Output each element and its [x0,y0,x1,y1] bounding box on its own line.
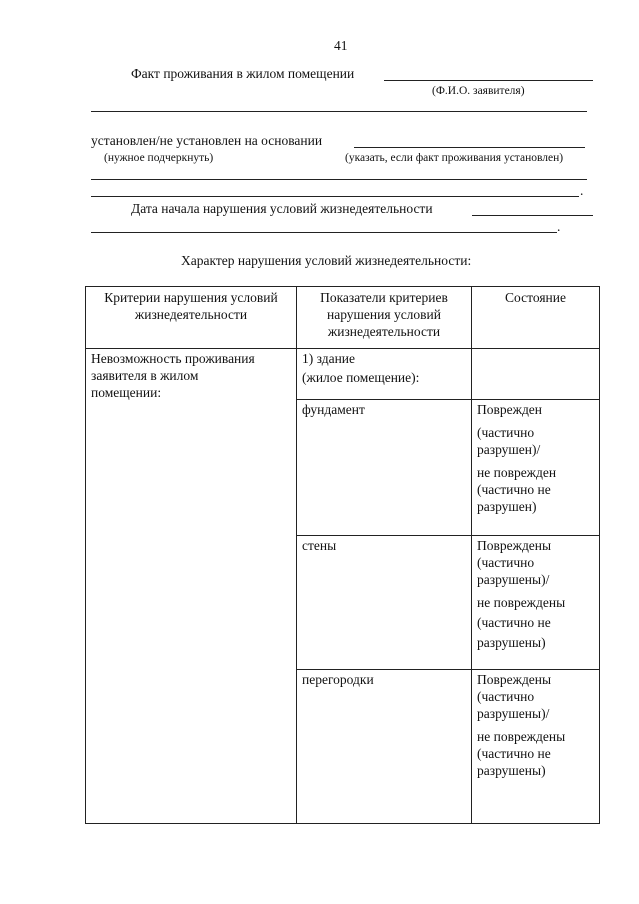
header-criteria [86,287,297,349]
state-partitions-line-5: (частично не [477,746,551,761]
state-partitions-line-6: разрушены) [477,763,546,778]
violation-table [85,286,600,824]
underline-hint: (нужное подчеркнуть) [104,152,214,164]
state-foundation-line-1: Поврежден [477,402,543,417]
violation-start-label: Дата начала нарушения условий жизнедеятельности [131,201,433,216]
header-state: Состояние [472,287,600,349]
state-partitions [472,670,600,824]
state-walls-line-3: разрушены)/ [477,572,550,587]
header-indicators-line-3: жизнедеятельности [327,324,441,339]
page-number: 41 [334,38,348,53]
state-foundation [472,400,600,536]
header-indicators [297,287,472,349]
date-continuation-line[interactable] [91,232,557,233]
state-partitions-line-2: (частично [477,689,535,704]
criterion-line-2: заявителя в жилом [91,368,199,383]
state-walls-line-2: (частично [477,555,535,570]
indicator-walls: стены [297,536,472,670]
header-indicators-line-2: нарушения условий [326,307,441,322]
table-title: Характер нарушения условий жизнедеятельности: [181,253,472,268]
period-mark-2: . [557,219,561,234]
state-foundation-line-4: не поврежден [477,465,557,480]
state-partitions-line-3: разрушены)/ [477,706,550,721]
indicator-partitions: перегородки [297,670,472,824]
applicant-name-caption: (Ф.И.О. заявителя) [432,85,525,97]
state-walls-line-5: (частично не [477,615,551,630]
state-walls-line-4: не повреждены [477,595,566,610]
residence-fact-label: Факт проживания в жилом помещении [131,66,355,81]
table-row-building [86,349,600,400]
state-foundation-line-5: (частично не [477,482,551,497]
established-label: установлен/не установлен на основании [91,133,323,148]
building-line-1: 1) здание [302,351,356,366]
header-criteria-line-2: жизнедеятельности [134,307,248,322]
building-line-2: (жилое помещение): [302,370,420,385]
state-walls-line-6: разрушены) [477,635,546,650]
state-foundation-line-3: разрушен)/ [477,442,541,457]
table-header-row [86,287,600,349]
state-partitions-line-1: Повреждены [477,672,552,687]
criterion-cell [86,349,297,824]
indicator-foundation: фундамент [297,400,472,536]
state-walls-line-1: Повреждены [477,538,552,553]
violation-start-date-field[interactable] [472,215,593,216]
state-foundation-line-2: (частично [477,425,535,440]
basis-continuation-line-2[interactable] [91,196,579,197]
state-walls [472,536,600,670]
header-criteria-line-1: Критерии нарушения условий [104,290,278,305]
basis-field[interactable] [354,147,585,148]
building-cell [297,349,472,400]
building-state-cell[interactable] [472,349,600,400]
applicant-name-field[interactable] [384,80,593,81]
state-foundation-line-6: разрушен) [477,499,537,514]
basis-continuation-line-1[interactable] [91,179,587,180]
period-mark: . [580,183,584,198]
criterion-line-3: помещении: [91,385,162,400]
basis-hint: (указать, если факт проживания установлен) [345,152,564,164]
criterion-line-1: Невозможность проживания [91,351,255,366]
continuation-line-1[interactable] [91,111,587,112]
state-partitions-line-4: не повреждены [477,729,566,744]
header-indicators-line-1: Показатели критериев [320,290,448,305]
